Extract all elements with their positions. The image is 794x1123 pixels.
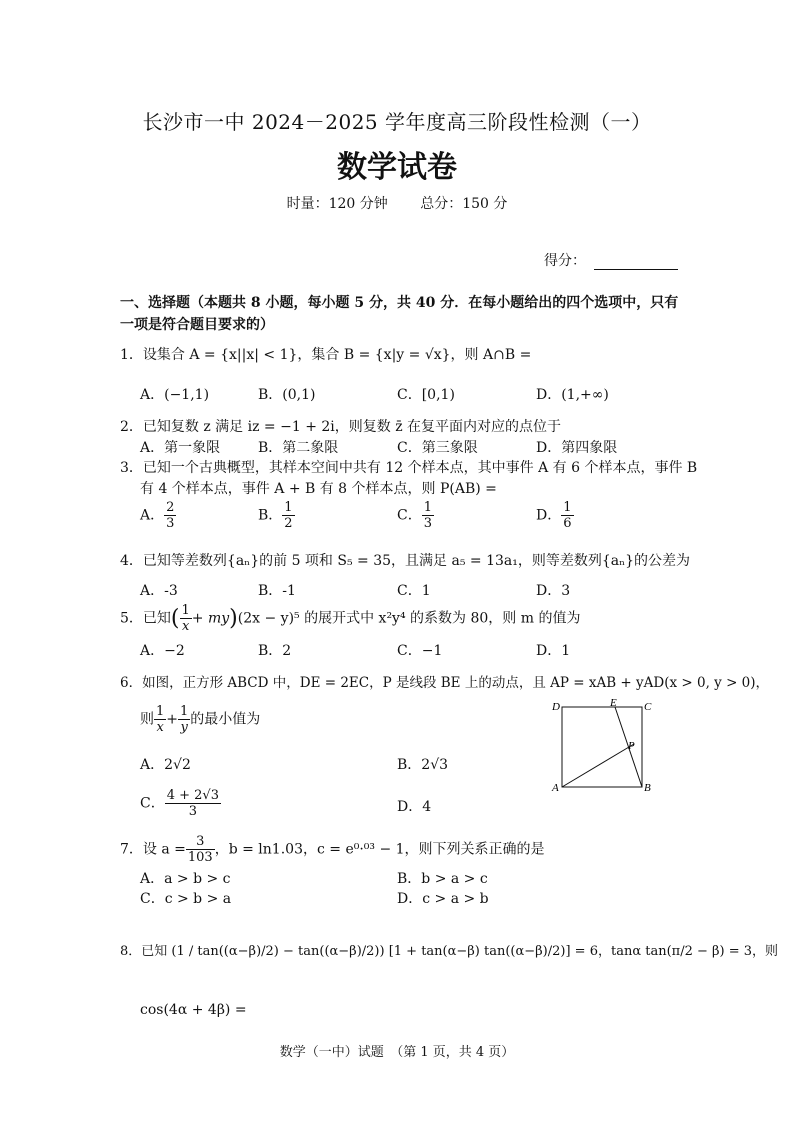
label-c: C (644, 701, 652, 713)
q5-option-a: A．−2 (140, 643, 185, 659)
q4-stem: 4．已知等差数列{aₙ}的前 5 项和 S₅ = 35，且满足 a₅ = 13a₁，则等差数列{aₙ}的公差为 (120, 553, 691, 569)
q2-option-a: A．第一象限 (140, 440, 221, 456)
q3-option-d: D． $\frac{1}{6}$ (536, 500, 572, 531)
q1-option-a: A．(−1,1) (140, 387, 210, 403)
exam-meta (0, 193, 794, 213)
label-p: P (628, 740, 635, 752)
label-a: A (552, 782, 559, 794)
score-field (544, 250, 678, 270)
q6-option-c: C． $\frac{4 + 2√3}{3}$ (140, 788, 219, 819)
q7-stem: 7．设 a = $\frac{3}{103}$ ，b = ln1.03，c = e⁰·⁰³ − 1，则下列关系正确的是 (120, 834, 545, 865)
q7-option-a: A．a > b > c (140, 871, 231, 887)
exam-title: 长沙市一中 2024－2025 学年度高三阶段性检测（一） (142, 110, 652, 134)
q2-option-b: B．第二象限 (258, 440, 339, 456)
q4-option-d: D．3 (536, 583, 571, 599)
q4-option-c: C．1 (397, 583, 431, 599)
time-limit: 时量：120 分钟 (286, 196, 388, 212)
q4-option-b: B．-1 (258, 583, 296, 599)
q1-option-c: C．[0,1) (397, 387, 455, 403)
q1-option-b: B．(0,1) (258, 387, 316, 403)
q1-option-d: D．(1,+∞) (536, 387, 609, 403)
q8-stem-line2: cos(4α + 4β) = (140, 1002, 247, 1018)
label-b: B (644, 782, 651, 794)
q3-stem-line2: 有 4 个样本点，事件 A + B 有 8 个样本点，则 P(AB) = (140, 481, 497, 497)
q5-option-c: C．−1 (397, 643, 443, 659)
q7-option-c: C．c > b > a (140, 891, 232, 907)
q6-option-b: B．2√3 (397, 757, 449, 773)
score-label: 得分： (544, 253, 586, 269)
q7-option-d: D．c > a > b (397, 891, 489, 907)
q2-option-c: C．第三象限 (397, 440, 478, 456)
label-e: E (610, 697, 617, 709)
q3-option-c: C． $\frac{1}{3}$ (397, 500, 432, 531)
q2-option-d: D．第四象限 (536, 440, 618, 456)
q3-option-a: A． $\frac{2}{3}$ (140, 500, 175, 531)
page-footer: 数学（一中）试题 （第 1 页，共 4 页） (279, 1045, 515, 1060)
total-score: 总分：150 分 (420, 196, 508, 212)
q2-stem: 2．已知复数 z 满足 iz = −1 + 2i，则复数 z̄ 在复平面内对应的点位于 (120, 419, 562, 435)
q6-option-d: D．4 (397, 799, 432, 815)
q5-option-d: D．1 (536, 643, 571, 659)
q6-stem: 6．如图，正方形 ABCD 中，DE = 2EC，P 是线段 BE 上的动点，且 AP = xAB + yAD(x > 0, y > 0)， (120, 675, 770, 691)
square-figure (548, 697, 658, 797)
q7-option-b: B．b > a > c (397, 871, 488, 887)
q6-option-a: A．2√2 (140, 757, 191, 773)
section1-heading: 一、选择题（本题共 8 小题，每小题 5 分，共 40 分．在每小题给出的四个选项中，只有一项是符合题目要求的） (120, 295, 679, 333)
segment-ap (562, 744, 634, 787)
label-d: D (552, 701, 560, 713)
q1-stem: 1．设集合 A = {x||x| < 1}，集合 B = {x|y = √x}，则 A∩B = (120, 347, 532, 363)
score-blank (594, 255, 678, 270)
q3-stem-line1: 3．已知一个古典概型，其样本空间中共有 12 个样本点，其中事件 A 有 6 个样本点，事件 B (120, 460, 698, 476)
q3-option-b: B． $\frac{1}{2}$ (258, 500, 293, 531)
q4-option-a: A．-3 (140, 583, 178, 599)
q8-stem: 8．已知 (1 / tan((α−β)/2) − tan((α−β)/2)) [1 + tan(α−β) tan((α−β)/2)] = 6，tanα tan(π/2 − β) = 3，则 (120, 944, 779, 959)
q5-option-b: B．2 (258, 643, 292, 659)
exam-subject: 数学试卷 (337, 150, 457, 185)
q5-stem: 5．已知( $\frac{1}{x}$ + my)(2x − y)⁵ 的展开式中 x²y⁴ 的系数为 80，则 m 的值为 (120, 603, 581, 634)
q6-stem-line2: 则 $\frac{1}{x}$ + $\frac{1}{y}$ 的最小值为 (140, 704, 261, 735)
